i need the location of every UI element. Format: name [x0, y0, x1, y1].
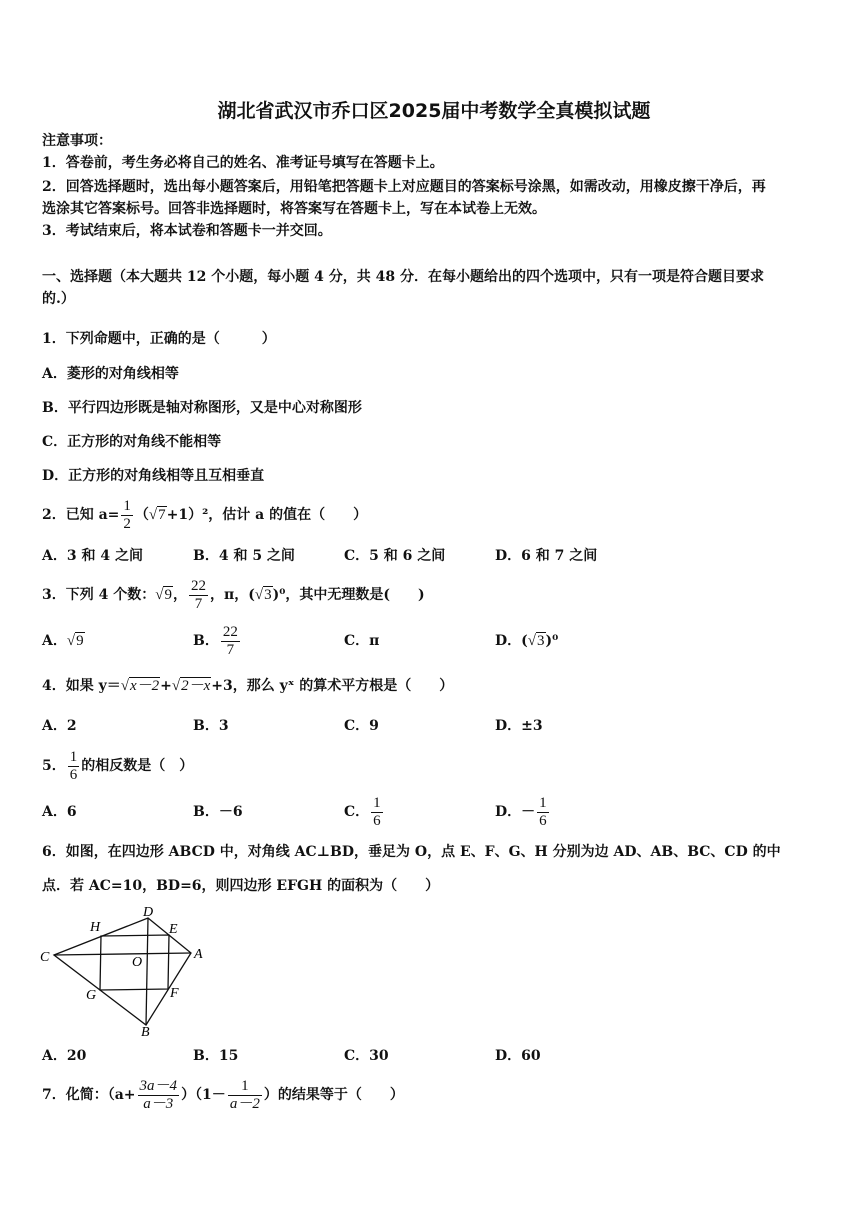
q2-sqrt: √7	[148, 507, 166, 523]
q2-stem-mid: （	[134, 507, 149, 523]
notice-item-2: 2．回答选择题时，选出每小题答案后，用铅笔把答题卡上对应题目的答案标号涂黑，如需改动，用橡皮擦干净后，再	[42, 179, 766, 195]
q3-sqrt-9: √9	[155, 587, 172, 603]
label-e: E	[169, 922, 178, 937]
label-c: C	[40, 950, 50, 965]
q5-option-c: C． $\frac{1}{6}$	[344, 794, 381, 829]
q2-denominator: 2	[123, 515, 131, 532]
q1-option-b: B．平行四边形既是轴对称图形，又是中心对称图形	[42, 400, 362, 416]
diagonal-ac	[54, 953, 191, 955]
q6-option-a: A．20	[42, 1048, 87, 1064]
q6-option-d: D．60	[495, 1048, 541, 1064]
q2-option-a: A．3 和 4 之间	[42, 548, 143, 564]
label-o: O	[132, 955, 143, 970]
q3-stem-mid: ，π，(	[209, 587, 255, 603]
q4-stem: 4．如果 y＝√x－2+√2－x+3，那么 yˣ 的算术平方根是（ ）	[42, 678, 454, 694]
label-f: F	[170, 986, 179, 1001]
q5-fraction: $\frac{1}{6}$	[69, 748, 78, 783]
q3-stem: 3．下列 4 个数：√9， $\frac{22}{7}$ ，π，(√3)⁰，其中无理数是( )	[42, 577, 425, 612]
q6-option-b: B．15	[193, 1048, 239, 1064]
q1-stem: 1．下列命题中，正确的是（ ）	[42, 331, 276, 347]
diagonal-bd	[146, 918, 148, 1025]
q3-option-a: A．√9	[42, 633, 84, 649]
q5-option-b: B．－6	[193, 804, 243, 820]
label-h: H	[90, 920, 101, 935]
q5-stem: 5． $\frac{1}{6}$ 的相反数是（ ）	[42, 748, 194, 783]
q6-stem-line1: 6．如图，在四边形 ABCD 中，对角线 AC⊥BD，垂足为 O，点 E、F、G、H 分别为边 AD、AB、BC、CD 的中	[42, 844, 781, 860]
q6-stem-line2: 点．若 AC=10，BD=6，则四边形 EFGH 的面积为（ ）	[42, 878, 440, 894]
q4-option-b: B．3	[193, 718, 229, 734]
q2-option-d: D．6 和 7 之间	[495, 548, 598, 564]
notice-heading: 注意事项：	[42, 133, 112, 149]
label-d: D	[143, 905, 154, 920]
q2-option-c: C．5 和 6 之间	[344, 548, 446, 564]
q1-option-c: C．正方形的对角线不能相等	[42, 434, 222, 450]
q2-numerator: 1	[123, 497, 131, 514]
q2-fraction	[121, 498, 133, 533]
notice-item-2-cont: 选涂其它答案标号。回答非选择题时，将答案写在答题卡上，写在本试卷上无效。	[42, 201, 546, 217]
q3-option-d: D．(√3)⁰	[495, 633, 559, 649]
q1-option-d: D．正方形的对角线相等且互相垂直	[42, 468, 265, 484]
q7-fraction-1: $\frac{3a-4}{a-3}$	[139, 1077, 178, 1112]
q7-stem: 7．化简：（a+ $\frac{3a-4}{a-3}$ ）（1－ $\frac{1}{a-2}$ ）的结果等于（ ）	[42, 1077, 404, 1112]
q3-stem-pre: 3．下列 4 个数：	[42, 587, 156, 603]
q1-option-a: A．菱形的对角线相等	[42, 366, 179, 382]
q4-sqrt-1: √x－2	[120, 678, 160, 694]
q4-option-a: A．2	[42, 718, 77, 734]
notice-item-3: 3．考试结束后，将本试卷和答题卡一并交回。	[42, 223, 332, 239]
label-b: B	[141, 1025, 150, 1040]
q4-option-d: D．±3	[495, 718, 543, 734]
section-heading-line1: 一、选择题（本大题共 12 个小题，每小题 4 分，共 48 分．在每小题给出的四个选项中，只有一项是符合题目要求	[42, 269, 764, 285]
q3-option-c: C．π	[344, 633, 380, 649]
q2-stem-post: +1）²，估计 a 的值在（ ）	[166, 507, 368, 523]
section-heading-line2: 的.）	[42, 291, 75, 307]
q5-option-a: A．6	[42, 804, 77, 820]
q5-option-d: D．－ $\frac{1}{6}$	[495, 794, 547, 829]
q2-stem-pre: 2．已知 a=	[42, 507, 120, 523]
page-title: 湖北省武汉市乔口区2025届中考数学全真模拟试题	[217, 100, 651, 122]
q2-option-b: B．4 和 5 之间	[193, 548, 295, 564]
q4-sqrt-2: √2－x	[171, 678, 211, 694]
notice-item-1: 1．答卷前，考生务必将自己的姓名、准考证号填写在答题卡上。	[42, 155, 444, 171]
q3-sqrt-3: √3	[254, 587, 272, 603]
q3-option-b: B． $\frac{22}{7}$	[193, 623, 238, 658]
label-g: G	[86, 988, 97, 1003]
q3-stem-post: )⁰，其中无理数是( )	[272, 587, 425, 603]
q3-fraction: $\frac{22}{7}$	[190, 577, 206, 612]
q2-stem	[42, 495, 367, 535]
quadrilateral-figure	[36, 900, 216, 1040]
label-a: A	[194, 947, 203, 962]
q4-option-c: C．9	[344, 718, 379, 734]
q7-fraction-2: $\frac{1}{a-2}$	[229, 1077, 260, 1112]
q6-option-c: C．30	[344, 1048, 389, 1064]
